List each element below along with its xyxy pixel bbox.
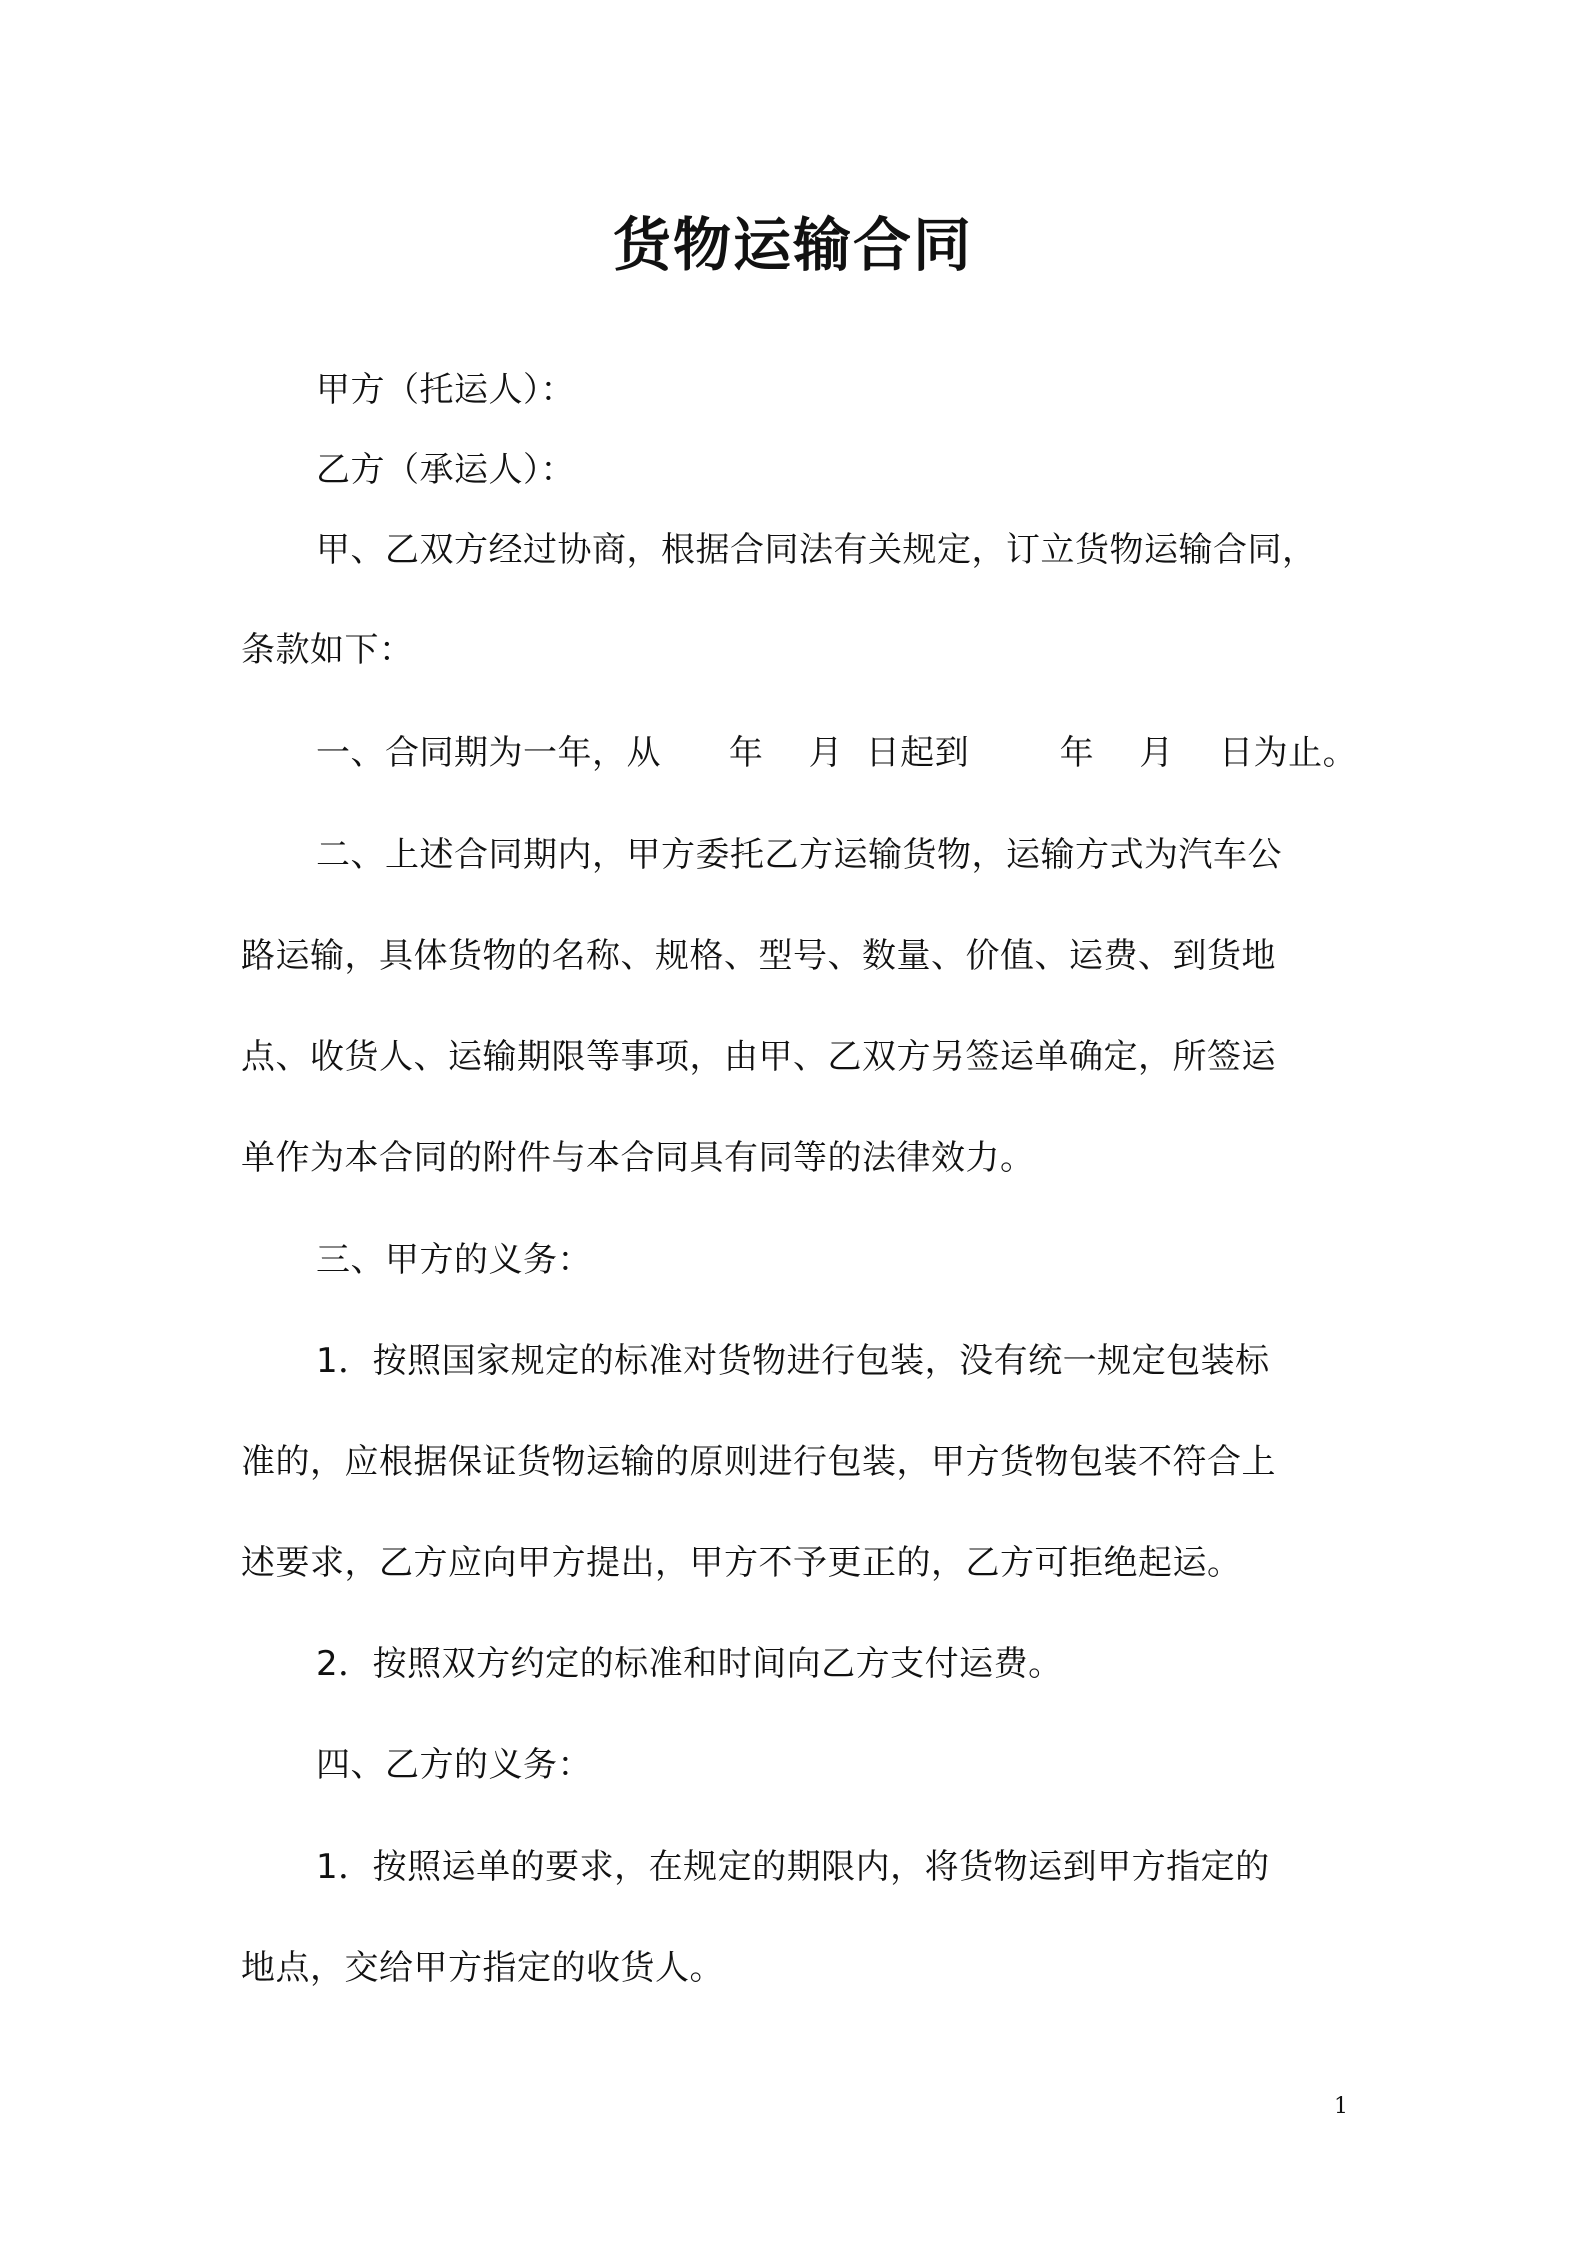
clause-2-line-2: 路运输，具体货物的名称、规格、型号、数量、价值、运费、到货地 xyxy=(241,936,1276,976)
clause-3-item-1-line-3: 述要求，乙方应向甲方提出，甲方不予更正的，乙方可拒绝起运。 xyxy=(241,1543,1242,1583)
party-b-line: 乙方（承运人）： xyxy=(316,450,575,490)
clause-3-item-2-line: 2．按照双方约定的标准和时间向乙方支付运费。 xyxy=(316,1644,1063,1684)
document-title: 货物运输合同 xyxy=(612,211,973,279)
clause-1-line: 一、合同期为一年，从 年 月 日起到 年 月 日为止。 xyxy=(316,733,1358,773)
clause-3-heading: 三、甲方的义务： xyxy=(316,1240,592,1280)
clause-2-line-1: 二、上述合同期内，甲方委托乙方运输货物，运输方式为汽车公 xyxy=(316,835,1282,875)
page-number: 1 xyxy=(1334,2094,1348,2119)
clause-2-line-3: 点、收货人、运输期限等事项，由甲、乙双方另签运单确定，所签运 xyxy=(241,1037,1276,1077)
clause-4-item-1-line-2: 地点，交给甲方指定的收货人。 xyxy=(241,1948,724,1988)
preamble-line-1: 甲、乙双方经过协商，根据合同法有关规定，订立货物运输合同， xyxy=(316,530,1317,570)
clause-4-item-1-line-1: 1．按照运单的要求，在规定的期限内，将货物运到甲方指定的 xyxy=(316,1847,1270,1887)
clause-4-heading: 四、乙方的义务： xyxy=(316,1745,592,1785)
preamble-line-2: 条款如下： xyxy=(241,630,414,670)
clause-3-item-1-line-1: 1．按照国家规定的标准对货物进行包装，没有统一规定包装标 xyxy=(316,1341,1270,1381)
party-a-line: 甲方（托运人）： xyxy=(316,370,575,410)
clause-2-line-4: 单作为本合同的附件与本合同具有同等的法律效力。 xyxy=(241,1138,1035,1178)
clause-3-item-1-line-2: 准的，应根据保证货物运输的原则进行包装，甲方货物包装不符合上 xyxy=(241,1442,1276,1482)
